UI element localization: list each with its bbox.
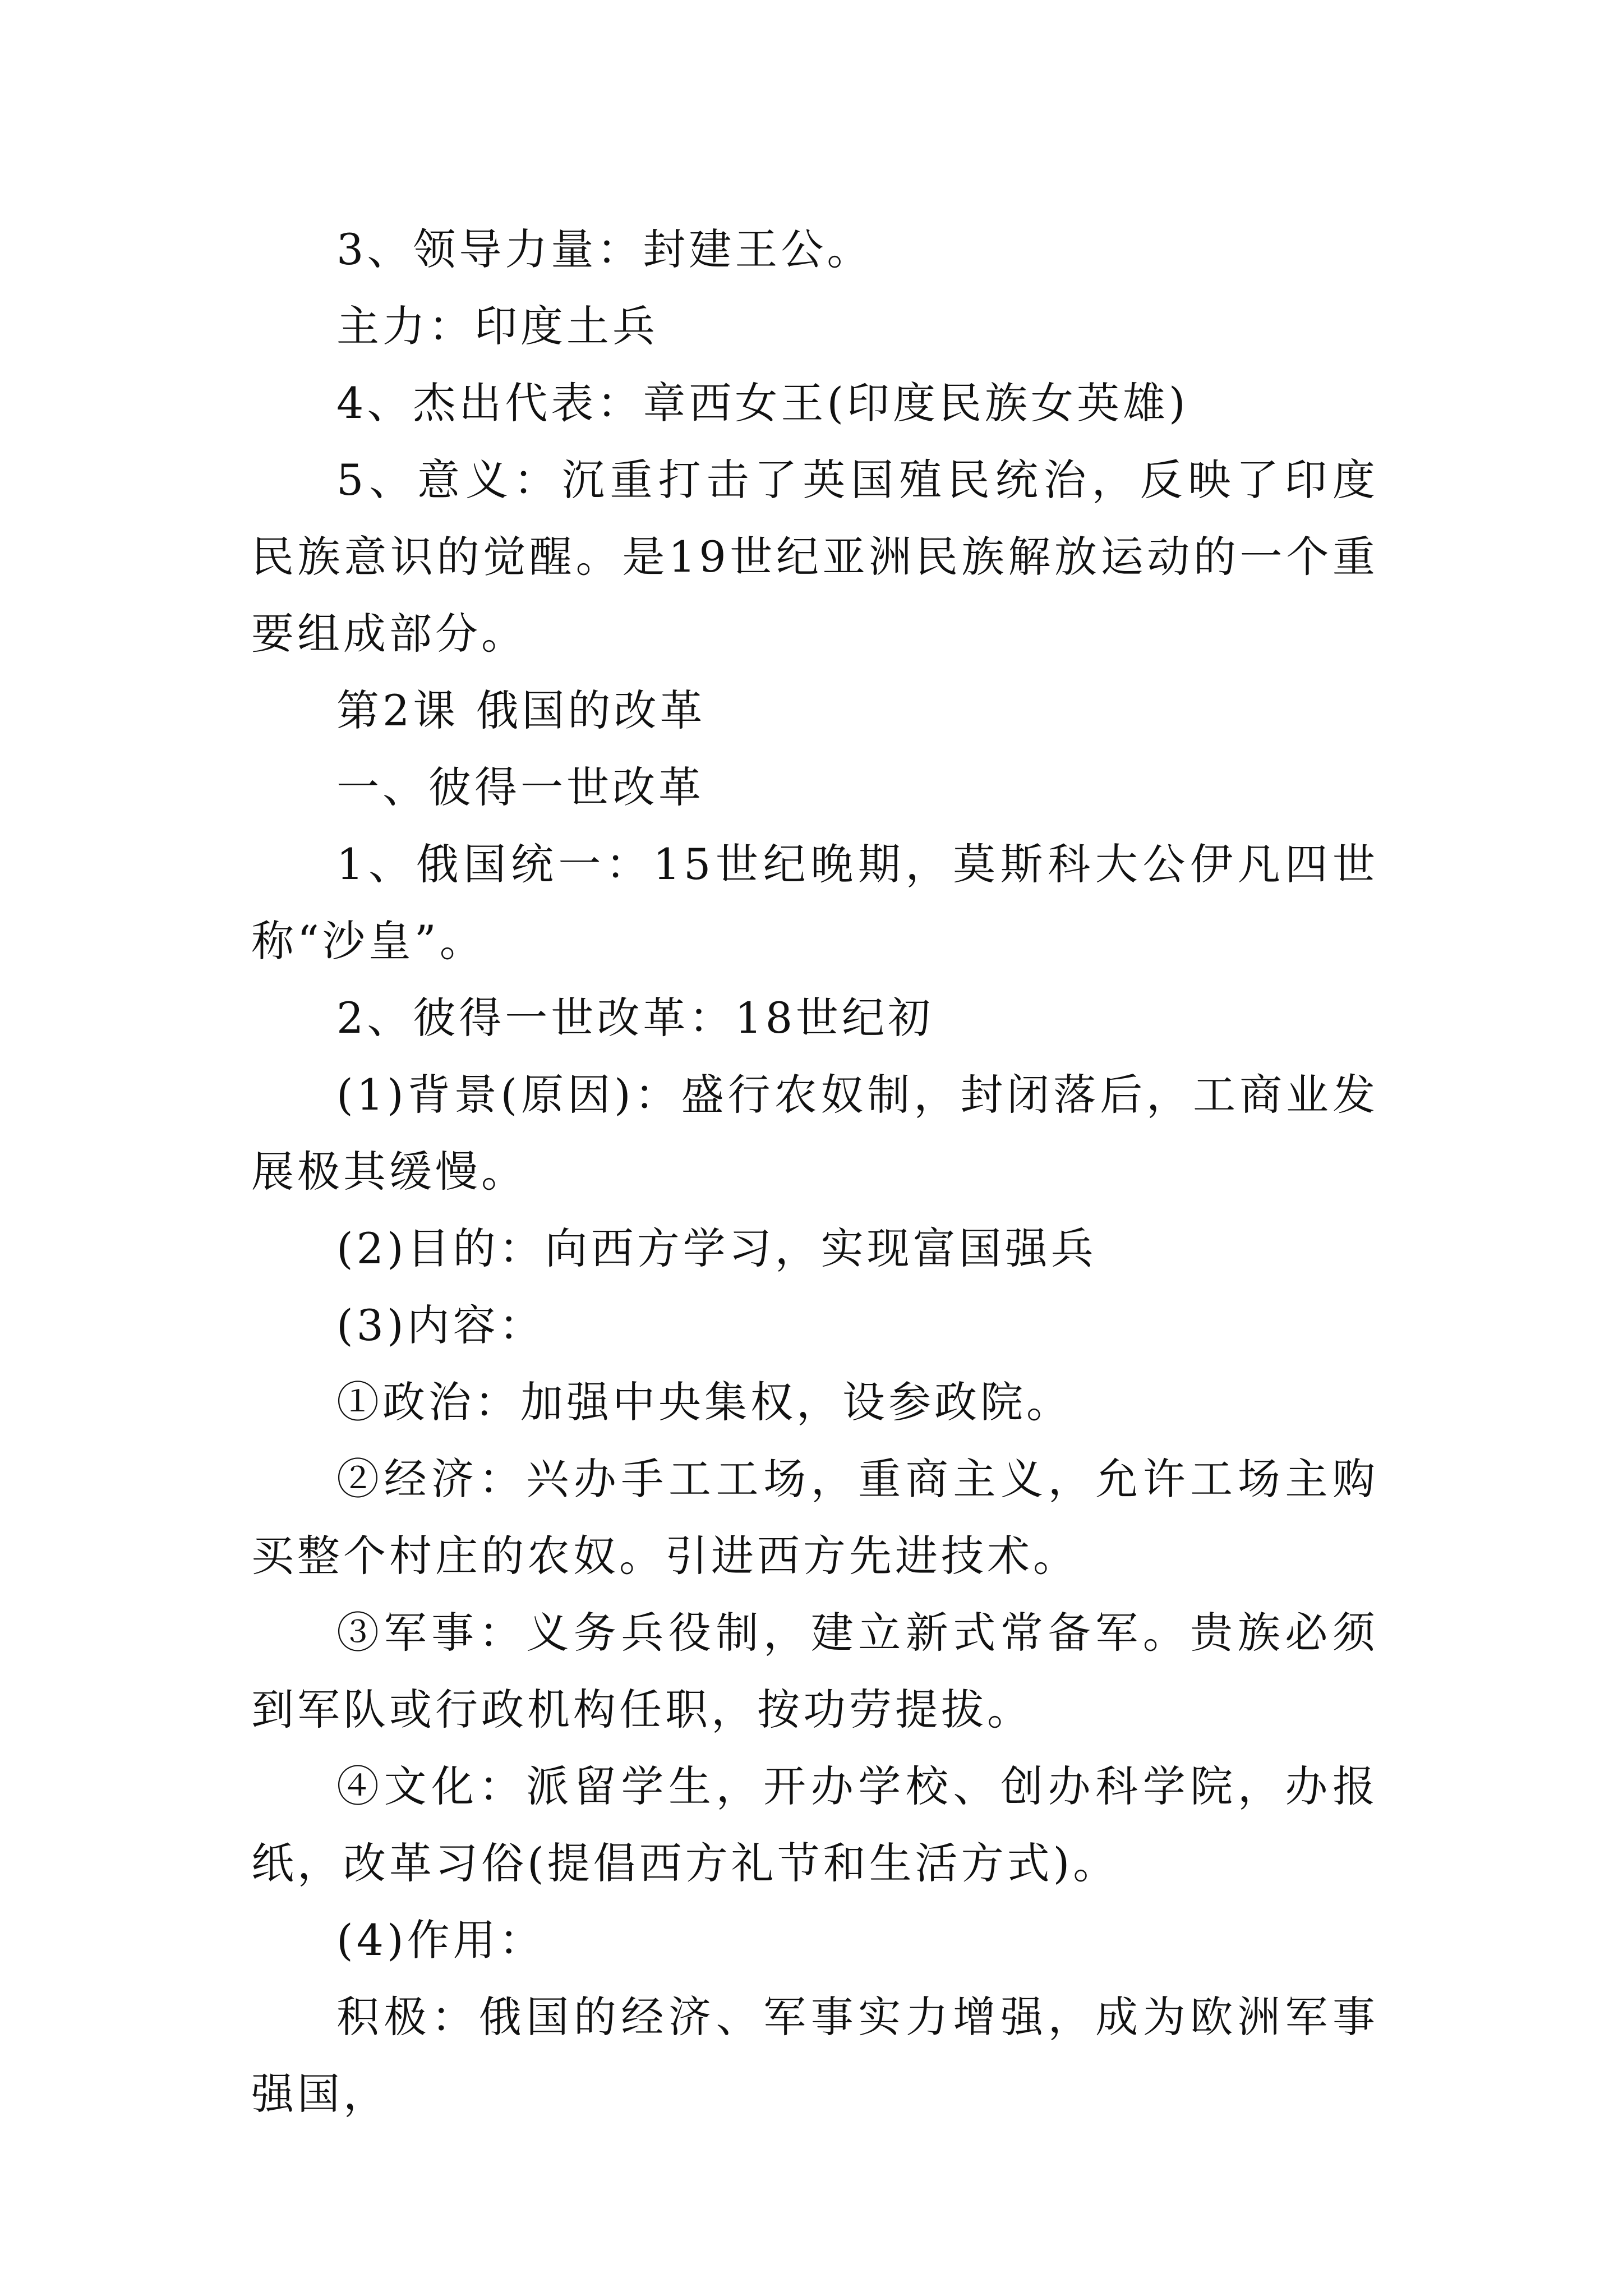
paragraph: 4、杰出代表：章西女王(印度民族女英雄) bbox=[336, 378, 1189, 428]
paragraph: (3)内容： bbox=[336, 1300, 545, 1350]
paragraph: (1)背景(原因)：盛行农奴制，封闭落后，工商业发展极其缓慢。 bbox=[251, 1070, 1378, 1197]
document-body bbox=[251, 211, 1378, 2132]
paragraph: 2、彼得一世改革：18世纪初 bbox=[336, 993, 934, 1043]
paragraph: 1、俄国统一：15世纪晚期，莫斯科大公伊凡四世称“沙皇”。 bbox=[251, 839, 1378, 966]
paragraph: ④文化：派留学生，开办学校、创办科学院，办报纸，改革习俗(提倡西方礼节和生活方式)。 bbox=[251, 1761, 1378, 1888]
paragraph: (4)作用： bbox=[336, 1915, 545, 1965]
subsection-heading: 一、彼得一世改革 bbox=[336, 762, 704, 812]
paragraph: ①政治：加强中央集权，设参政院。 bbox=[336, 1377, 1072, 1427]
paragraph: 积极：俄国的经济、军事实力增强，成为欧洲军事强国， bbox=[251, 1992, 1378, 2119]
paragraph: 主力：印度土兵 bbox=[336, 301, 658, 351]
paragraph: ②经济：兴办手工工场，重商主义，允许工场主购买整个村庄的农奴。引进西方先进技术。 bbox=[251, 1454, 1378, 1581]
paragraph: ③军事：义务兵役制，建立新式常备军。贵族必须到军队或行政机构任职，按功劳提拔。 bbox=[251, 1608, 1378, 1734]
paragraph: 5、意义：沉重打击了英国殖民统治，反映了印度民族意识的觉醒。是19世纪亚洲民族解放运动的一个重要组成部分。 bbox=[251, 455, 1378, 659]
paragraph: 3、领导力量：封建王公。 bbox=[336, 224, 873, 274]
paragraph: (2)目的：向西方学习，实现富国强兵 bbox=[336, 1223, 1097, 1273]
section-heading: 第2课 俄国的改革 bbox=[336, 685, 706, 735]
